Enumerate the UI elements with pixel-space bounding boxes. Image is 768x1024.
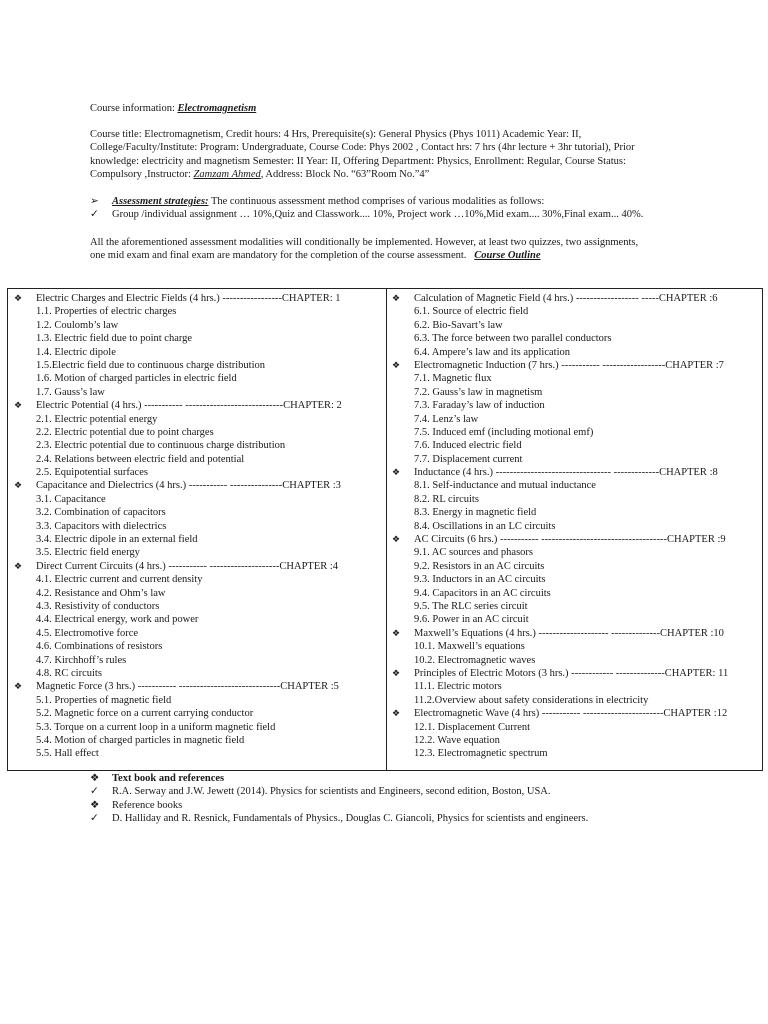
chapter-topic: [392, 747, 758, 760]
chapter-topic: [392, 332, 758, 345]
topic-text: 5.4. Motion of charged particles in magnetic field: [36, 734, 245, 746]
topic-text: 4.8. RC circuits: [36, 667, 102, 679]
topic-text: 4.3. Resistivity of conductors: [36, 600, 160, 612]
topic-text: 1.2. Coulomb’s law: [36, 319, 119, 331]
chapter-topic: [392, 573, 758, 586]
chapter-topic: [14, 587, 380, 600]
topic-text: 9.1. AC sources and phasors: [414, 547, 533, 559]
chapter-topic: [392, 305, 758, 318]
chapter-heading: [14, 680, 380, 693]
reference-item: [90, 799, 690, 812]
chapter-topic: [14, 600, 380, 613]
outline-left-column: [14, 292, 380, 761]
chapter-topic: [392, 399, 758, 412]
chapter-topic: [14, 613, 380, 626]
diamond-bullet-icon: ❖: [392, 708, 401, 719]
instructor-prefix: Compulsory ,Instructor:: [90, 169, 194, 181]
topic-text: 1.4. Electric dipole: [36, 346, 116, 358]
diamond-bullet-icon: ❖: [14, 560, 23, 571]
chapter-topic: [392, 546, 758, 559]
chapter-title: Electric Charges and Electric Fields (4 hrs.) -----------------CHAPTER: 1: [36, 293, 341, 304]
topic-text: 4.1. Electric current and current density: [36, 574, 203, 586]
chapter-topic: [14, 627, 380, 640]
topic-text: 11.2.Overview about safety considerations in electricity: [414, 694, 649, 706]
diamond-bullet-icon: ❖: [14, 681, 23, 692]
topic-text: 4.6. Combinations of resistors: [36, 641, 163, 653]
course-title-block: [90, 128, 678, 182]
topic-text: 4.2. Resistance and Ohm’s law: [36, 587, 166, 599]
chapter-title: Inductance (4 hrs.) --------------------------------- -------------CHAPTER :8: [414, 467, 718, 479]
diamond-bullet-icon: ❖: [90, 773, 100, 784]
check-icon: ✓: [90, 209, 99, 221]
chapter-topic: [392, 413, 758, 426]
topic-text: 12.3. Electromagnetic spectrum: [414, 748, 548, 760]
diamond-bullet-icon: ❖: [90, 799, 100, 811]
topic-text: 10.2. Electromagnetic waves: [414, 654, 536, 666]
topic-text: 6.2. Bio-Savart’s law: [414, 319, 503, 331]
chapter-topic: [392, 520, 758, 533]
chapter-title: Principles of Electric Motors (3 hrs.) ------------ --------------CHAPTER: 11: [414, 667, 729, 679]
assessment-breakdown-text: Group /individual assignment … 10%,Quiz and Classwork.... 10%, Project work …10%,Mid exam.... 30%,Final exam... 40%.: [112, 209, 644, 221]
chapter-topic: [392, 680, 758, 693]
arrow-bullet-icon: ➢: [90, 196, 99, 207]
chapter-topic: [392, 587, 758, 600]
topic-text: 9.3. Inductors in an AC circuits: [414, 574, 546, 586]
chapter-topic: [14, 453, 380, 466]
chapter-heading: [14, 292, 380, 305]
diamond-bullet-icon: ❖: [392, 467, 401, 478]
chapter-heading: [14, 399, 380, 412]
topic-text: 6.3. The force between two parallel conductors: [414, 333, 612, 345]
chapter-topic: [14, 573, 380, 586]
topic-text: 1.6. Motion of charged particles in electric field: [36, 373, 237, 385]
reference-text: Text book and references: [112, 773, 225, 784]
chapter-topic: [14, 386, 380, 399]
topic-text: 12.2. Wave equation: [414, 734, 500, 746]
topic-text: 8.1. Self-inductance and mutual inductance: [414, 480, 596, 492]
chapter-topic: [14, 546, 380, 559]
topic-text: 3.4. Electric dipole in an external field: [36, 534, 198, 546]
course-subject: Electromagnetism: [177, 103, 257, 114]
chapter-topic: [14, 667, 380, 680]
check-icon: ✓: [90, 813, 99, 825]
chapter-topic: [14, 372, 380, 385]
reference-item: [90, 772, 690, 785]
chapter-topic: [14, 346, 380, 359]
diamond-bullet-icon: ❖: [392, 627, 401, 638]
topic-text: 3.3. Capacitors with dielectrics: [36, 520, 167, 532]
topic-text: 5.1. Properties of magnetic field: [36, 694, 172, 706]
topic-text: 3.2. Combination of capacitors: [36, 507, 166, 519]
chapter-topic: [392, 600, 758, 613]
chapter-topic: [392, 640, 758, 653]
topic-text: 1.1. Properties of electric charges: [36, 306, 177, 318]
topic-text: 7.6. Induced electric field: [414, 440, 522, 452]
topic-text: 4.7. Kirchhoff’s rules: [36, 654, 127, 666]
note-line: All the aforementioned assessment modalities will conditionally be implemented. However, at least two quizzes, two assignments,: [90, 237, 639, 248]
topic-text: 2.2. Electric potential due to point charges: [36, 426, 214, 438]
topic-text: 2.1. Electric potential energy: [36, 413, 158, 425]
chapter-topic: [14, 721, 380, 734]
topic-text: 7.7. Displacement current: [414, 453, 523, 465]
chapter-title: Electromagnetic Induction (7 hrs.) ----------- ------------------CHAPTER :7: [414, 359, 724, 371]
chapter-heading: [392, 707, 758, 720]
assessment-label: Assessment strategies:: [112, 196, 209, 207]
topic-text: 11.1. Electric motors: [414, 681, 502, 693]
reference-text: R.A. Serway and J.W. Jewett (2014). Physics for scientists and Engineers, second edition, Boston, USA.: [112, 786, 551, 798]
topic-text: 1.5.Electric field due to continuous charge distribution: [36, 359, 266, 371]
course-title-line: Course title: Electromagnetism, Credit hours: 4 Hrs, Prerequisite(s): General Physics (Phys 1011) Academic Year: II,: [90, 129, 582, 140]
chapter-title: Capacitance and Dielectrics (4 hrs.) ----------- ---------------CHAPTER :3: [36, 480, 341, 492]
assessment-strategies: [90, 195, 678, 222]
topic-text: 4.5. Electromotive force: [36, 627, 139, 639]
assessment-breakdown: [90, 208, 678, 221]
chapter-topic: [392, 346, 758, 359]
reference-text: Reference books: [112, 799, 183, 811]
diamond-bullet-icon: ❖: [392, 667, 401, 678]
instructor-name: Zamzam Ahmed: [193, 169, 261, 181]
chapter-topic: [14, 426, 380, 439]
topic-text: 1.7. Gauss’s law: [36, 386, 105, 398]
chapter-topic: [392, 439, 758, 452]
topic-text: 5.3. Torque on a current loop in a uniform magnetic field: [36, 721, 276, 733]
column-divider: [386, 289, 387, 770]
chapter-topic: [14, 439, 380, 452]
chapter-topic: [14, 734, 380, 747]
topic-text: 9.6. Power in an AC circuit: [414, 614, 529, 626]
chapter-topic: [14, 305, 380, 318]
reference-item: [90, 812, 690, 825]
chapter-topic: [14, 640, 380, 653]
chapter-title: Electromagnetic Wave (4 hrs) ----------- -----------------------CHAPTER :12: [414, 708, 728, 720]
topic-text: 9.5. The RLC series circuit: [414, 600, 528, 612]
chapter-topic: [392, 694, 758, 707]
course-title-line: College/Faculty/Institute: Program: Undergraduate, Course Code: Phys 2002 , Contact hrs: 7 hrs (4hr lecture + 3hr tutorial), Prior: [90, 142, 635, 154]
reference-text: D. Halliday and R. Resnick, Fundamentals of Physics., Douglas C. Giancoli, Physics for scientists and engineers.: [112, 813, 589, 825]
chapter-topic: [392, 734, 758, 747]
chapter-topic: [14, 747, 380, 760]
chapter-topic: [14, 493, 380, 506]
topic-text: 7.4. Lenz’s law: [414, 413, 479, 425]
chapter-topic: [14, 413, 380, 426]
chapter-topic: [14, 506, 380, 519]
chapter-topic: [14, 694, 380, 707]
topic-text: 1.3. Electric field due to point charge: [36, 333, 193, 345]
reference-item: [90, 785, 690, 798]
topic-text: 6.4. Ampere’s law and its application: [414, 346, 571, 358]
outline-right-column: [392, 292, 758, 761]
topic-text: 5.2. Magnetic force on a current carrying conductor: [36, 708, 254, 720]
note-line: [90, 249, 678, 262]
topic-text: 7.3. Faraday’s law of induction: [414, 400, 545, 412]
chapter-topic: [14, 520, 380, 533]
assessment-note: [90, 236, 678, 263]
diamond-bullet-icon: ❖: [392, 534, 401, 545]
course-outline-label: Course Outline: [474, 250, 541, 262]
chapter-topic: [392, 654, 758, 667]
references-section: [90, 772, 690, 826]
chapter-topic: [14, 654, 380, 667]
diamond-bullet-icon: ❖: [392, 359, 401, 370]
topic-text: 12.1. Displacement Current: [414, 721, 531, 733]
chapter-heading: [14, 560, 380, 573]
chapter-heading: [392, 466, 758, 479]
topic-text: 3.5. Electric field energy: [36, 547, 140, 559]
topic-text: 8.4. Oscillations in an LC circuits: [414, 520, 556, 532]
chapter-topic: [392, 613, 758, 626]
topic-text: 7.5. Induced emf (including motional emf): [414, 426, 594, 438]
check-icon: ✓: [90, 786, 99, 798]
topic-text: 2.5. Equipotential surfaces: [36, 467, 148, 479]
course-outline-table: [7, 288, 763, 771]
diamond-bullet-icon: ❖: [14, 400, 23, 411]
chapter-topic: [14, 533, 380, 546]
chapter-topic: [392, 426, 758, 439]
chapter-heading: [392, 359, 758, 372]
chapter-topic: [392, 721, 758, 734]
chapter-topic: [392, 560, 758, 573]
chapter-topic: [14, 466, 380, 479]
chapter-topic: [392, 493, 758, 506]
diamond-bullet-icon: ❖: [14, 293, 23, 303]
course-info-line: [90, 102, 678, 115]
course-title-line: knowledge: electricity and magnetism Semester: II Year: II, Offering Department: Physics, Enrollment: Regular, Course Status:: [90, 155, 626, 167]
topic-text: 4.4. Electrical energy, work and power: [36, 614, 199, 626]
topic-text: 6.1. Source of electric field: [414, 306, 529, 318]
topic-text: 3.1. Capacitance: [36, 493, 106, 505]
topic-text: 8.3. Energy in magnetic field: [414, 507, 537, 519]
diamond-bullet-icon: ❖: [392, 293, 401, 303]
topic-text: 2.4. Relations between electric field and potential: [36, 453, 245, 465]
chapter-topic: [392, 319, 758, 332]
chapter-title: Calculation of Magnetic Field (4 hrs.) ------------------ -----CHAPTER :6: [414, 293, 718, 304]
instructor-address: , Address: Block No. “63”Room No.”4”: [260, 169, 430, 181]
assessment-intro: The continuous assessment method comprises of various modalities as follows:: [208, 196, 545, 207]
chapter-heading: [14, 479, 380, 492]
chapter-title: Direct Current Circuits (4 hrs.) ----------- --------------------CHAPTER :4: [36, 560, 339, 572]
topic-text: 9.2. Resistors in an AC circuits: [414, 560, 545, 572]
chapter-topic: [392, 453, 758, 466]
topic-text: 5.5. Hall effect: [36, 748, 99, 760]
chapter-title: AC Circuits (6 hrs.) ----------- ------------------------------------CHAPTER :9: [414, 534, 726, 546]
chapter-heading: [392, 533, 758, 546]
topic-text: 10.1. Maxwell’s equations: [414, 641, 525, 653]
note-line-text: one mid exam and final exam are mandatory for the completion of the course assessment.: [90, 250, 467, 262]
topic-text: 9.4. Capacitors in an AC circuits: [414, 587, 551, 599]
chapter-topic: [392, 386, 758, 399]
chapter-topic: [14, 332, 380, 345]
topic-text: 2.3. Electric potential due to continuous charge distribution: [36, 440, 286, 452]
chapter-heading: [392, 667, 758, 680]
diamond-bullet-icon: ❖: [14, 480, 23, 491]
instructor-line: [90, 168, 678, 181]
course-info-label: Course information:: [90, 103, 175, 114]
chapter-topic: [14, 359, 380, 372]
chapter-title: Magnetic Force (3 hrs.) ----------- -----------------------------CHAPTER :5: [36, 681, 339, 693]
chapter-topic: [14, 319, 380, 332]
topic-text: 8.2. RL circuits: [414, 493, 479, 505]
chapter-heading: [392, 292, 758, 305]
topic-text: 7.1. Magnetic flux: [414, 373, 492, 385]
chapter-heading: [392, 627, 758, 640]
chapter-title: Maxwell’s Equations (4 hrs.) -------------------- --------------CHAPTER :10: [414, 627, 724, 639]
chapter-topic: [392, 479, 758, 492]
chapter-topic: [392, 372, 758, 385]
chapter-topic: [392, 506, 758, 519]
topic-text: 7.2. Gauss’s law in magnetism: [414, 386, 543, 398]
chapter-topic: [14, 707, 380, 720]
chapter-title: Electric Potential (4 hrs.) ----------- ----------------------------CHAPTER: 2: [36, 400, 342, 412]
assessment-heading: [90, 195, 678, 208]
